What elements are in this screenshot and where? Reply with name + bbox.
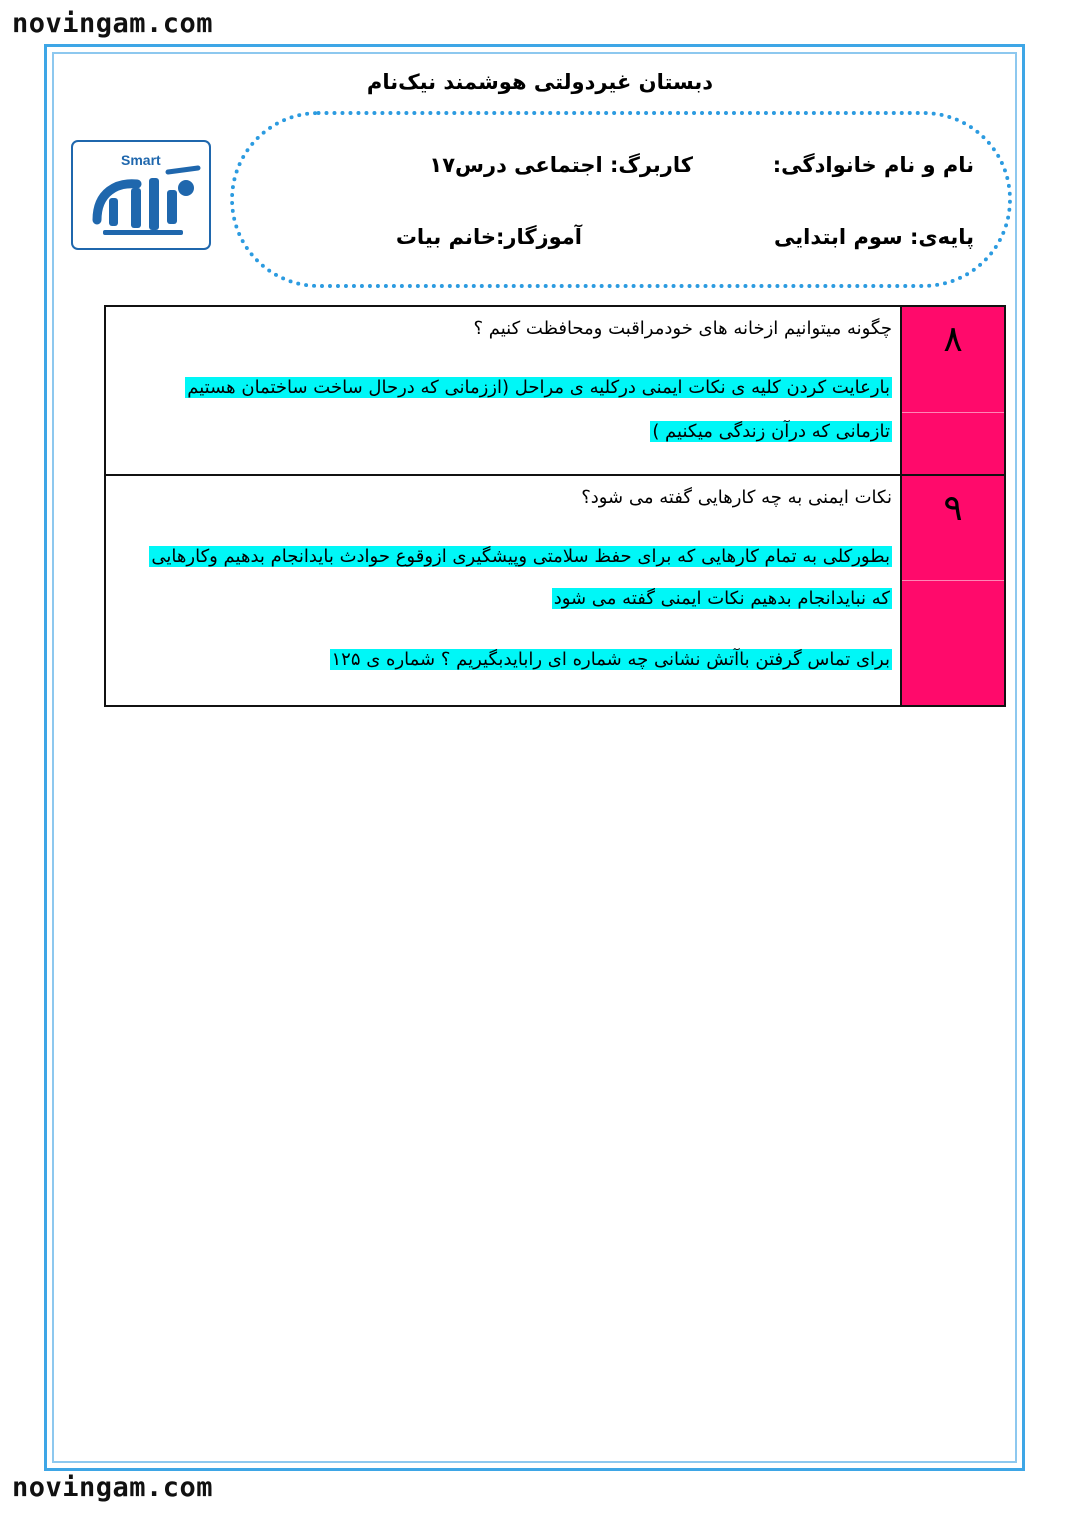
name-label: نام و نام خانوادگی: — [772, 153, 974, 177]
question-number: ۸ — [943, 319, 963, 360]
answer-line: تازمانی که درآن زندگی میکنیم ) — [652, 421, 890, 442]
question-text: چگونه میتوانیم ازخانه های خودمراقبت ومحافظت کنیم ؟ — [473, 318, 892, 339]
question-number-cell — [900, 307, 1004, 474]
question-number: ۹ — [943, 488, 963, 529]
school-logo — [71, 140, 211, 250]
grade-label: پایه‌ی: سوم ابتدایی — [774, 225, 974, 249]
question-text: نکات ایمنی به چه کارهایی گفته می شود؟ — [581, 487, 892, 508]
questions-table — [104, 305, 1006, 707]
watermark-top: novingam.com — [12, 8, 214, 39]
question-row — [106, 307, 1004, 476]
logo-mark-icon — [73, 142, 213, 252]
answer-line: بطورکلی به تمام کارهایی که برای حفظ سلامتی وپیشگیری ازوقوع حوادث بایدانجام بدهیم وکارهایی — [151, 546, 890, 567]
watermark-bottom: novingam.com — [12, 1472, 214, 1503]
worksheet-title: کاربرگ: اجتماعی درس۱۷ — [429, 153, 693, 177]
teacher-label: آموزگار:خانم بیات — [395, 225, 582, 249]
question-number-cell — [900, 476, 1004, 705]
answer-line: برای تماس گرفتن باآتش نشانی چه شماره ای رابایدبگیریم ؟ شماره ی ۱۲۵ — [331, 649, 890, 670]
answer-line: که نبایدانجام بدهیم نکات ایمنی گفته می شود — [553, 588, 890, 609]
logo-smart-text: Smart — [121, 152, 161, 168]
school-title: دبستان غیردولتی هوشمند نیک‌نام — [366, 70, 714, 94]
student-info-box — [230, 111, 1012, 288]
question-row — [106, 476, 1004, 705]
answer-line: بارعایت کردن کلیه ی نکات ایمنی درکلیه ی مراحل (اززمانی که درحال ساخت ساختمان هستیم — [187, 377, 890, 398]
